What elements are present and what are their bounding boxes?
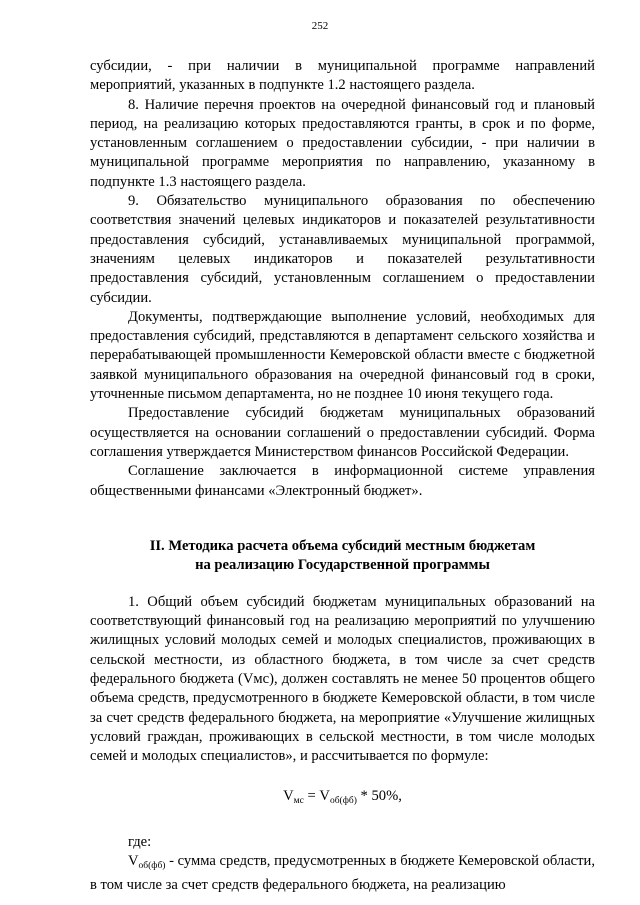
where-label: где:	[128, 833, 152, 850]
paragraph-methodology-1: 1. Общий объем субсидий бюджетам муниципальных образований на соответствующий финансовый год на реализацию мероприятий по улучшению жилищных условий молодых семей и молодых специалистов, проживающих в сельской местности, из областного бюджета, в том числе за счет средств федерального бюджета (Vмс), должен составлять не менее 50 процентов общего объема средств, предусмотренного в бюджете Кемеровской области, в том числе за счет средств федерального бюджета, на мероприятие «Улучшение жилищных условий граждан, проживающих в сельской местности, в том числе молодых семей и молодых специалистов», и рассчитывается по формуле:	[90, 593, 595, 765]
formula-rhs-sub: об(фб)	[329, 795, 357, 806]
formula-tail: * 50%,	[356, 787, 402, 804]
section-heading	[90, 537, 595, 575]
definition-text: - сумма средств, предусмотренных в бюджете Кемеровской области, в том числе за счет средств федерального бюджета, на реализацию	[90, 853, 595, 894]
paragraph-item-8: 8. Наличие перечня проектов на очередной финансовый год и плановый период, на реализацию которых предоставляются гранты, в срок и по форме, установленным соглашением о предоставлении субсидии, - при наличии в муниципальной программе мероприятия по направлению, указанному в подпункте 1.3 настоящего раздела.	[90, 96, 595, 190]
paragraph-documents: Документы, подтверждающие выполнение условий, необходимых для предоставления субсидий, представляются в департамент сельского хозяйства и перерабатывающей промышленности Кемеровской области вместе с бюджетной заявкой муниципального образования на очередной финансовый год в сроки, уточненные письмом департамента, но не позднее 10 июня текущего года.	[90, 308, 595, 403]
paragraph-agreement: Соглашение заключается в информационной системе управления общественными финансами «Электронный бюджет».	[90, 463, 595, 499]
definition-symbol: V	[128, 853, 139, 870]
document-body	[90, 57, 595, 896]
section-heading-line1: II. Методика расчета объема субсидий местным бюджетам	[149, 537, 536, 554]
paragraph-item-9: 9. Обязательство муниципального образования по обеспечению соответствия значений целевых индикаторов и показателей результативности предоставления субсидий, устанавливаемых муниципальной программой, значениям целевых индикаторов и показателей результативности предоставления субсидий, установленным соглашением о предоставлении субсидии.	[90, 193, 595, 306]
definition-symbol-sub: об(фб)	[138, 861, 166, 872]
formula-rhs: V	[319, 787, 330, 804]
formula	[90, 787, 595, 811]
page-number: 252	[311, 20, 329, 32]
paragraph-provision: Предоставление субсидий бюджетам муниципальных образований осуществляется на основании соглашений о предоставлении субсидий. Форма соглашения утверждается Министерством финансов Российской Федерации.	[90, 405, 595, 460]
paragraph-continuation: субсидии, - при наличии в муниципальной программе направлений мероприятий, указанных в подпункте 1.2 настоящего раздела.	[90, 58, 595, 94]
formula-eq: =	[303, 787, 320, 804]
formula-lhs-sub: мс	[293, 795, 304, 806]
section-heading-line2: на реализацию Государственной программы	[195, 556, 490, 573]
paragraph-definition	[90, 852, 595, 896]
formula-lhs: V	[283, 787, 294, 804]
